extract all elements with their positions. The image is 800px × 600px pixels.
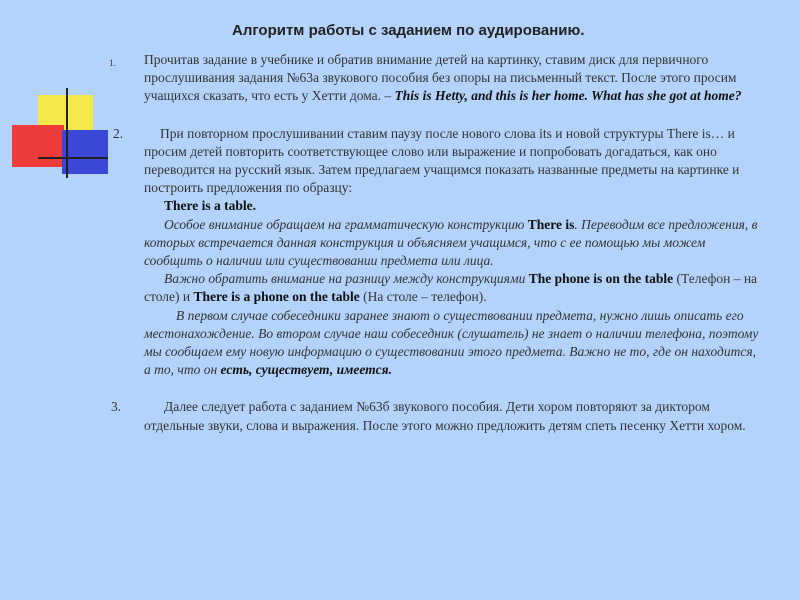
example-sentence: There is a table. bbox=[164, 198, 256, 214]
note3-text: В первом случае собеседники заранее знают о существовании предмета, нужно лишь описать его местонахождение. Во втором случае наш собеседник (слушатель) не знает о наличии телефона, поэтому мы сообщаем ему новую информацию о существовании этого предмета. Важно не то, где он находится, а то, что он bbox=[144, 307, 759, 378]
list-marker-2: 2. bbox=[113, 125, 124, 141]
note3-emphasis: есть, существует, имеется. bbox=[220, 362, 392, 378]
item2-example bbox=[144, 197, 764, 215]
content bbox=[109, 51, 764, 435]
list-item-1 bbox=[109, 51, 764, 106]
note1-text-end: . Переводим все предложения, в которых встречается данная конструкция и объясняем учащимся, что с ее помощью мы можем сообщить о наличии или существовании предмета или лица. bbox=[144, 216, 758, 269]
item2-note-1 bbox=[144, 216, 764, 271]
list-item-2 bbox=[113, 125, 764, 380]
item3-paragraph bbox=[144, 398, 764, 434]
item2-paragraph bbox=[144, 125, 764, 198]
item1-text: Прочитав задание в учебнике и обратив внимание детей на картинку, ставим диск для первичного прослушивания задания №63а звукового пособия без опоры на письменный текст. После этого просим учащихся сказать, что есть у Хетти дома. – bbox=[144, 52, 737, 104]
note1-construction: There is bbox=[527, 216, 575, 232]
item3-text: Далее следует работа с заданием №63б звукового пособия. Дети хором повторяют за диктором отдельные звуки, слова и выражения. После этого можно предложить детям спеть песенку Хетти хором. bbox=[144, 399, 746, 433]
list-marker-3: 3. bbox=[111, 399, 122, 415]
item2-note-3 bbox=[144, 307, 764, 380]
note1-text: Особое внимание обращаем на грамматическую конструкцию bbox=[164, 216, 528, 232]
item2-note-2 bbox=[144, 270, 764, 306]
decor-red-square bbox=[12, 125, 64, 167]
note2-translation-1: (Телефон – на столе) и bbox=[144, 271, 758, 305]
decor-vertical-line bbox=[66, 88, 68, 178]
note2-phrase-2: There is a phone on the table bbox=[193, 289, 360, 305]
note2-text: Важно обратить внимание на разницу между конструкциями bbox=[164, 271, 529, 287]
item1-paragraph bbox=[144, 51, 764, 106]
item2-text: При повторном прослушивании ставим паузу после нового слова its и новой структуры There is… и просим детей повторить соответствующее слово или выражение и попробовать догадаться, как оно переводится на русский язык. Затем предлагаем учащимся показать названные предметы на картинке и построить предложения по образцу: bbox=[144, 125, 740, 196]
page-title: Алгоритм работы с заданием по аудированию. bbox=[232, 22, 585, 39]
list-item-3 bbox=[111, 398, 764, 434]
note2-translation-2: (На столе – телефон). bbox=[359, 289, 487, 305]
note2-phrase-1: The phone is on the table bbox=[528, 271, 674, 287]
decor-blue-square bbox=[62, 130, 108, 174]
item1-english-phrase: This is Hetty, and this is her home. What has she got at home? bbox=[394, 88, 742, 104]
decor-horizontal-line bbox=[38, 157, 108, 159]
list-marker-1: 1. bbox=[109, 58, 116, 68]
